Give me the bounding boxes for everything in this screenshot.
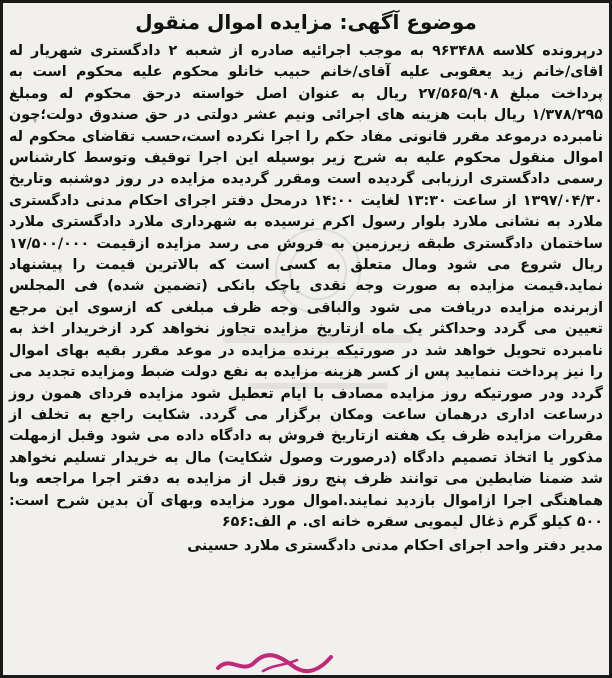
notice-signature: مدیر دفتر واحد اجرای احکام مدنی دادگستری ملارد حسینی bbox=[187, 538, 603, 555]
handwritten-signature-icon bbox=[208, 651, 338, 675]
notice-body-text: درپرونده کلاسه ۹۶۳۴۸۸ به موجب اجرائیه صادره از شعبه ۲ دادگستری شهریار له اقای/خانم زید یعقوبی علیه آقای/خانم حبیب خانلو محکوم علیه محکوم است به پرداخت مبلغ ۲۷/۵۶۵/۹۰۸ ریال به عنوان اصل خواسته درحق محکوم له ومبلغ ۱/۳۷۸/۲۹۵ ریال بابت هزینه های اجرائی ونیم عشر دولتی در حق صندوق دولت؛چون نامبرده درموعد مقرر قانونی مفاد حکم را اجرا نکرده است،حسب تقاضای محکوم له اموال منقول محکوم علیه به شرح زیر بوسیله این اجرا توقیف وتوسط کارشناس رسمی دادگستری ارزیابی گردیده است ومقرر گردیده مزایده در روز دوشنبه وتاریخ ۱۳۹۷/۰۴/۳۰ از ساعت ۱۳:۳۰ لغایت ۱۴:۰۰ درمحل دفتر اجرای احکام مدنی دادگستری ملارد به نشانی ملارد بلوار رسول اکرم نرسیده به شهرداری ملارد دادگستری ملارد ساختمان دادگستری طبقه زیرزمین به فروش می رسد مزایده ازقیمت ۱۷/۵۰۰/۰۰۰ ریال شروع می شود ومال متعلق به کسی است که بالاترین قیمت را پیشنهاد نماید.قیمت مزایده به صورت وجه نقدی یاچک بانکی (تضمین شده) فی المجلس ازبرنده مزایده دریافت می شود والباقی وجه ظرف مبلغی که ازسوی این مرجع تعیین می گردد وحداکثر یک ماه ازتاریخ مزایده تجاوز نخواهد کرد ازخریدار اخذ به نامبرده تحویل خواهد شد در صورتیکه برنده مزایده در موعد مقرر بقیه بهای اموال را نیز پرداخت ننمایید پس از کسر هزینه مزایده به نفع دولت ضبط ومزایده تجدید می گردد ودر صورتیکه روز مزایده مصادف با ایام تعطیل شود مزایده فردای همون روز درساعت اداری درهمان ساعت ومکان برگزار می گردد. شکایت راجع به تخلف از مقررات مزایده ظرف یک هفته ازتاریخ فروش به دادگاه داده می شود وقبل ازمهلت مذکور یا اتخاذ تصمیم دادگاه (درصورت وصول شکایت) مال به خریدار تسلیم نخواهد شد ضمنا ضابطین می توانند ظرف پنج روز قبل از مزایده به دفتر اجرا مراجعه وبا هماهنگی اجرا ازاموال بازدید نمایند.اموال مورد مزایده وبهای آن بدین شرح است: ۵۰۰ کیلو گرم ذغال لیمویی سفره خانه ای. م الف:۶۵۶ bbox=[9, 43, 604, 530]
notice-title: موضوع آگهی: مزایده اموال منقول bbox=[135, 10, 477, 34]
notice-content bbox=[9, 7, 603, 675]
